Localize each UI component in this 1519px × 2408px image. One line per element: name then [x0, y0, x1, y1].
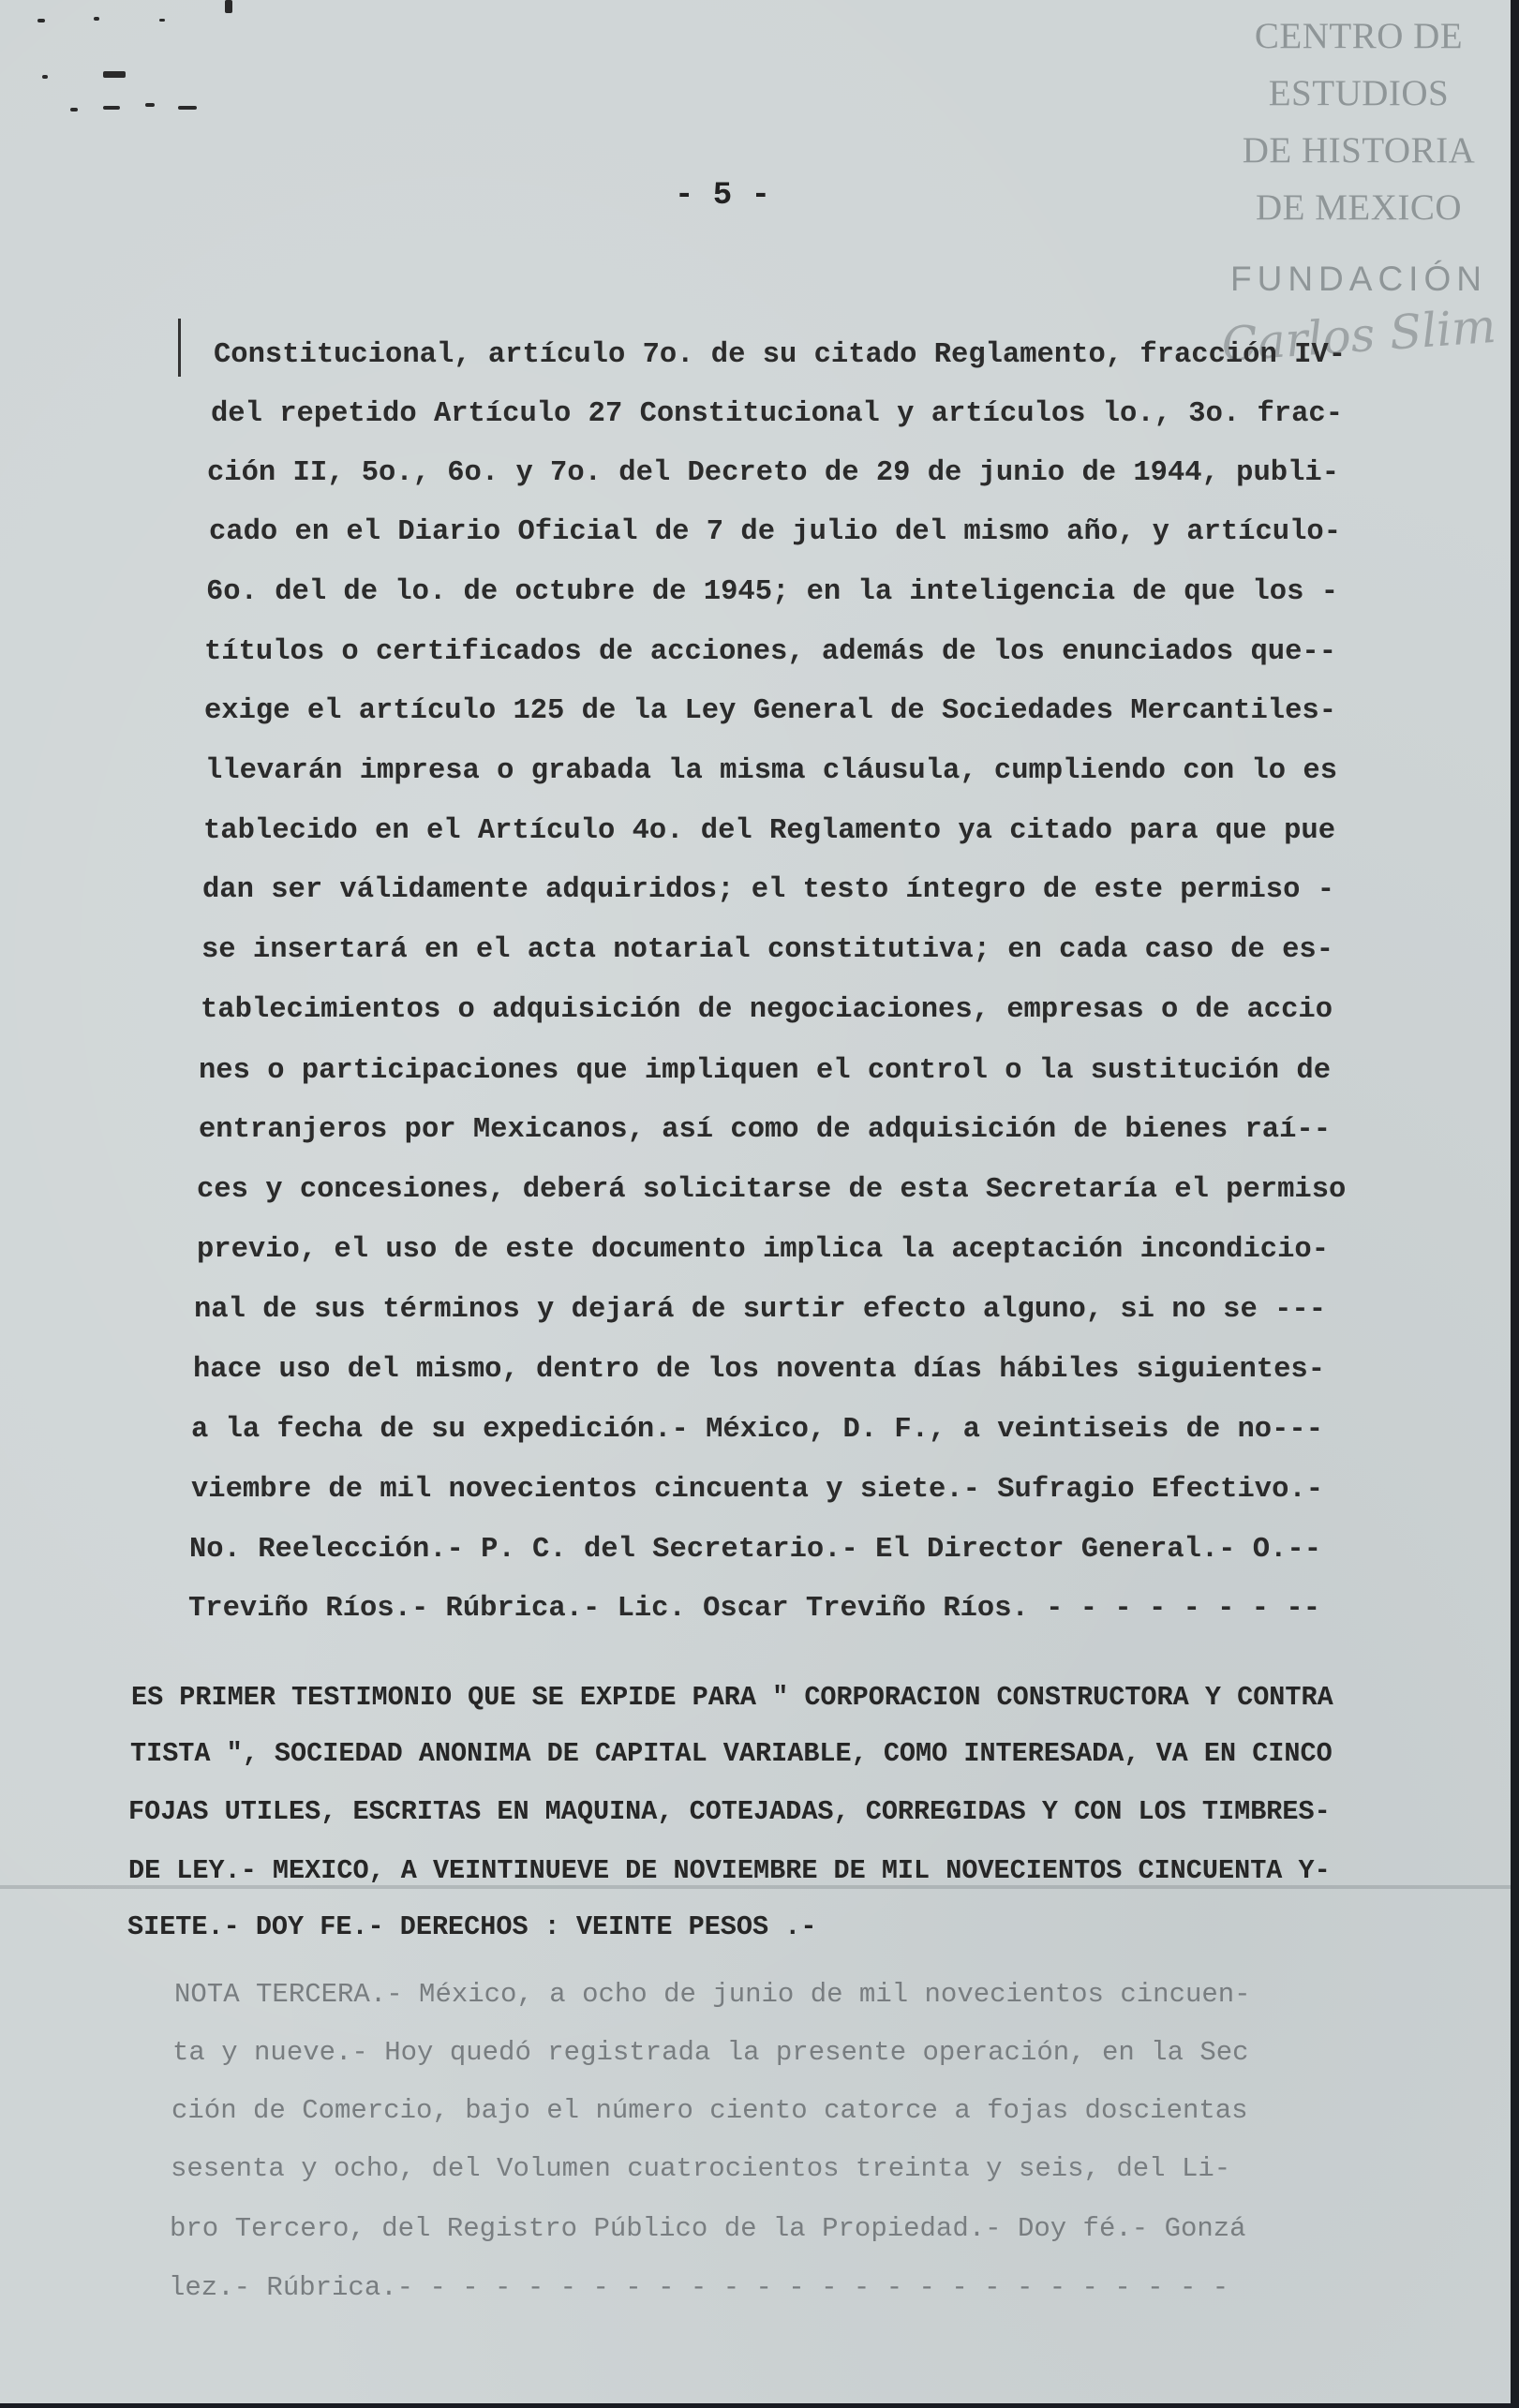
note-line: sesenta y ocho, del Volumen cuatrocientos treinta y seis, del Li- — [171, 2153, 1231, 2184]
body-line: del repetido Artículo 27 Constitucional y artículos lo., 3o. frac- — [211, 398, 1343, 430]
stamp-foundation: FUNDACIÓN — [1230, 260, 1487, 298]
certification-line: SIETE.- DOY FE.- DERECHOS : VEINTE PESOS .- — [127, 1911, 817, 1942]
body-line: exige el artículo 125 de la Ley General de Sociedades Mercantiles- — [204, 695, 1336, 727]
note-line: ta y nueve.- Hoy quedó registrada la presente operación, en la Sec — [172, 2037, 1249, 2068]
archive-watermark — [1214, 7, 1504, 373]
ink-mark — [103, 71, 126, 78]
body-line: llevarán impresa o grabada la misma cláusula, cumpliendo con lo es — [205, 755, 1337, 787]
page-number: - 5 - — [675, 178, 771, 214]
note-line: NOTA TERCERA.- México, a ocho de junio de mil novecientos cincuen- — [174, 1979, 1251, 2010]
body-line: Treviño Ríos.- Rúbrica.- Lic. Oscar Treviño Ríos. - - - - - - - -- — [188, 1593, 1320, 1625]
ink-mark — [42, 75, 48, 79]
body-line: cado en el Diario Oficial de 7 de julio del mismo año, y artículo- — [209, 516, 1341, 548]
ink-mark — [178, 106, 197, 110]
stamp-line: ESTUDIOS — [1268, 73, 1450, 113]
certification-line: FOJAS UTILES, ESCRITAS EN MAQUINA, COTEJADAS, CORREGIDAS Y CON LOS TIMBRES- — [128, 1796, 1331, 1827]
ink-mark — [37, 19, 45, 22]
stamp-line: CENTRO DE — [1254, 16, 1464, 56]
body-line: Constitucional, artículo 7o. de su citado Reglamento, fracción IV- — [214, 339, 1346, 371]
note-line: bro Tercero, del Registro Público de la Propiedad.- Doy fé.- Gonzá — [170, 2213, 1246, 2244]
body-line: títulos o certificados de acciones, además de los enunciados que-- — [204, 636, 1336, 668]
body-line: 6o. del de lo. de octubre de 1945; en la inteligencia de que los - — [206, 576, 1338, 608]
stamp-line: DE HISTORIA — [1242, 130, 1476, 171]
body-line: tablecido en el Artículo 4o. del Reglamento ya citado para que pue — [203, 815, 1335, 847]
body-line: viembre de mil novecientos cincuenta y siete.- Sufragio Efectivo.- — [191, 1474, 1323, 1506]
note-line: lez.- Rúbrica.- - - - - - - - - - - - - - - - - - - - - - - - - - — [169, 2272, 1229, 2303]
body-line: hace uso del mismo, dentro de los noventa días hábiles siguientes- — [193, 1354, 1325, 1386]
body-line: tablecimientos o adquisición de negociaciones, empresas o de accio — [201, 994, 1333, 1026]
margin-mark — [178, 319, 181, 377]
body-line: entranjeros por Mexicanos, así como de adquisición de bienes raí-- — [199, 1114, 1331, 1146]
certification-line: ES PRIMER TESTIMONIO QUE SE EXPIDE PARA " CORPORACION CONSTRUCTORA Y CONTRA — [131, 1682, 1333, 1713]
ink-mark — [159, 19, 165, 22]
body-line: previo, el uso de este documento implica la aceptación incondicio- — [197, 1234, 1329, 1266]
body-line: nal de sus términos y dejará de surtir efecto alguno, si no se --- — [194, 1294, 1326, 1326]
ink-mark — [145, 103, 155, 107]
certification-line: TISTA ", SOCIEDAD ANONIMA DE CAPITAL VARIABLE, COMO INTERESADA, VA EN CINCO — [130, 1738, 1333, 1769]
ink-mark — [94, 17, 99, 21]
body-line: ción II, 5o., 6o. y 7o. del Decreto de 29 de junio de 1944, publi- — [207, 457, 1339, 489]
ink-mark — [225, 0, 232, 13]
certification-line: DE LEY.- MEXICO, A VEINTINUEVE DE NOVIEMBRE DE MIL NOVECIENTOS CINCUENTA Y- — [128, 1855, 1331, 1886]
ink-mark — [103, 106, 120, 110]
stamp-signature: Carlos Slim — [1219, 298, 1498, 373]
note-line: ción de Comercio, bajo el número ciento catorce a fojas doscientas — [171, 2095, 1248, 2126]
body-line: se insertará en el acta notarial constitutiva; en cada caso de es- — [201, 934, 1333, 966]
body-line: a la fecha de su expedición.- México, D. F., a veintiseis de no--- — [191, 1414, 1323, 1446]
body-line: ces y concesiones, deberá solicitarse de esta Secretaría el permiso — [197, 1174, 1347, 1206]
body-line: nes o participaciones que impliquen el control o la sustitución de — [199, 1055, 1331, 1087]
stamp-line: DE MEXICO — [1255, 187, 1463, 228]
body-line: No. Reelección.- P. C. del Secretario.- El Director General.- O.-- — [189, 1534, 1321, 1566]
body-line: dan ser válidamente adquiridos; el testo íntegro de este permiso - — [202, 874, 1334, 906]
ink-mark — [70, 108, 78, 111]
